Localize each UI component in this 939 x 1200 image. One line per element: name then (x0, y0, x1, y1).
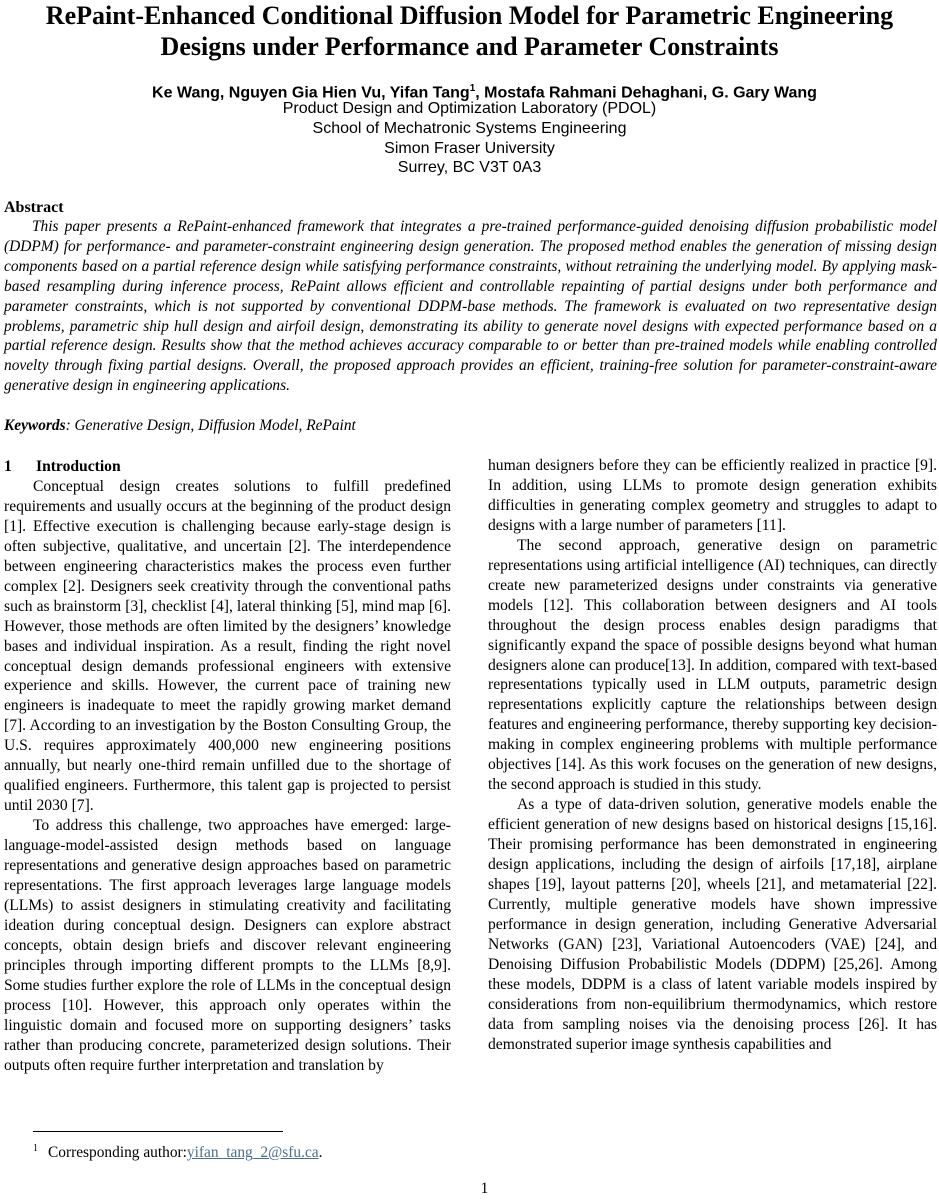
paragraph: human designers before they can be efficiently realized in practice [9]. In addition, using LLMs to promote design generation exhibits difficulties in generating complex geometry and struggles to adapt to designs with a large number of parameters [11]. (488, 457, 937, 534)
keywords (4, 416, 356, 435)
footnote-rule (33, 1131, 283, 1132)
footnote (33, 1139, 322, 1162)
affiliation-line: Product Design and Optimization Laboratory (PDOL) (282, 100, 657, 117)
paragraph: The second approach, generative design on parametric representations using artificial intelligence (AI) techniques, can directly create new parameterized designs under constraints via generative models [12]. This collaboration between designers and AI tools throughout the design process enables design paradigms that significantly expand the space of possible designs beyond what human designers alone can produce[13]. In addition, compared with text-based representations typically used in LLM outputs, parametric design representations explicitly capture the relationships between design features and engineering performance, thereby supporting key decision-making in complex engineering problems with multiple performance objectives [14]. As this work focuses on the generation of new designs, the second approach is studied in this study. (488, 536, 937, 794)
corresponding-email-link[interactable]: yifan_tang_2@sfu.ca (186, 1144, 319, 1162)
authors-first: Ke Wang, Nguyen Gia Hien Vu, Yifan Tang (152, 84, 470, 102)
affiliation (0, 99, 939, 178)
footnote-end: . (318, 1144, 323, 1162)
affiliation-line: Simon Fraser University (384, 139, 555, 157)
right-column (488, 456, 937, 1055)
section-number: 1 (4, 458, 12, 475)
left-column (4, 457, 451, 1076)
paragraph: As a type of data-driven solution, generative models enable the efficient generation of new designs based on historical designs [15,16]. Their promising performance has been demonstrated in engineering design applications, including the design of airfoils [17,18], airplane shapes [19], layout patterns [20], wheels [21], and metamaterial [22]. Currently, multiple generative models have shown impressive performance in design generation, including Generative Adversarial Networks (GAN) [23], Variational Autoencoders (VAE) [24], and Denoising Diffusion Probabilistic Models (DDPM) [25,26]. Among these models, DDPM is a class of latent variable models inspired by considerations from non-equilibrium thermodynamics, which restore data from sampling noises via the denoising process [26]. It has demonstrated superior image synthesis capabilities and (488, 796, 937, 1053)
affiliation-line: Surrey, BC V3T 0A3 (397, 159, 542, 177)
paper-title (0, 0, 939, 62)
section-heading (4, 457, 451, 477)
authors-rest: , Mostafa Rahmani Dehaghani, G. Gary Wang (475, 84, 817, 102)
affiliation-line: School of Mechatronic Systems Engineering (312, 119, 627, 137)
author-footnote-marker: 1 (469, 83, 476, 94)
page-number: 1 (480, 1180, 489, 1197)
footnote-label: Corresponding author: (48, 1144, 187, 1162)
keywords-label: Keywords (4, 417, 66, 434)
section-title: Introduction (36, 458, 121, 475)
abstract-heading: Abstract (4, 199, 64, 216)
title-line-1: RePaint-Enhanced Conditional Diffusion Model for Parametric Engineering (45, 1, 894, 30)
keywords-text: : Generative Design, Diffusion Model, RePaint (65, 417, 356, 434)
title-line-2: Designs under Performance and Parameter Constraints (160, 32, 779, 61)
abstract-text: This paper presents a RePaint-enhanced framework that integrates a pre-trained performance-guided denoising diffusion probabilistic model (DDPM) for performance- and parameter-constraint engineering design generation. The proposed method enables the generation of missing design components based on a partial reference design while satisfying performance constraints, without retraining the underlying model. By applying mask-based resampling during inference process, RePaint allows efficient and controllable repainting of partial designs under both performance and parameter constraints, which is not supported by conventional DDPM-base methods. The framework is evaluated on two representative design problems, parametric ship hull design and airfoil design, demonstrating its ability to generate novel designs with expected performance based on a partial reference design. Results show that the method achieves accuracy comparable to or better than pre-trained models while enabling controlled novelty through fixing partial designs. Overall, the proposed approach provides an efficient, training-free solution for parameter-constraint-aware generative design in engineering applications. (4, 218, 937, 395)
paragraph: Conceptual design creates solutions to fulfill predefined requirements and usually occurs at the beginning of the product design [1]. Effective execution is challenging because early-stage design is often subjective, qualitative, and uncertain [2]. The interdependence between engineering characteristics makes the process even further complex [2]. Designers seek creativity through the conventional paths such as brainstorm [3], checklist [4], lateral thinking [5], mind map [6]. However, those methods are often limited by the designers’ knowledge bases and individual inspiration. As a result, finding the right novel conceptual design demands professional engineers with extensive experience and skills. However, the current pace of training new engineers is inadequate to meet the rapidly growing market demand [7]. According to an investigation by the Boston Consulting Group, the U.S. requires approximately 400,000 new engineering positions annually, but nearly one-third remain unfilled due to the shortage of qualified engineers. Furthermore, this talent gap is projected to persist until 2030 [7]. (4, 477, 451, 815)
footnote-marker: 1 (33, 1143, 38, 1154)
paragraph: To address this challenge, two approaches have emerged: large-language-model-assisted design methods based on language representations and generative design approaches based on parametric representations. The first approach leverages large language models (LLMs) to assist designers in stimulating creativity and facilitating ideation during conceptual design. Designers can explore abstract concepts, obtain design briefs and discover relevant engineering principles through importing different prompts to the LLMs [8,9]. Some studies further explore the role of LLMs in the conceptual design process [10]. However, this approach only operates within the linguistic domain and focused more on supporting designers’ tasks rather than producing concrete, parameterized design solutions. Their outputs often require further interpretation and translation by (4, 817, 451, 1074)
